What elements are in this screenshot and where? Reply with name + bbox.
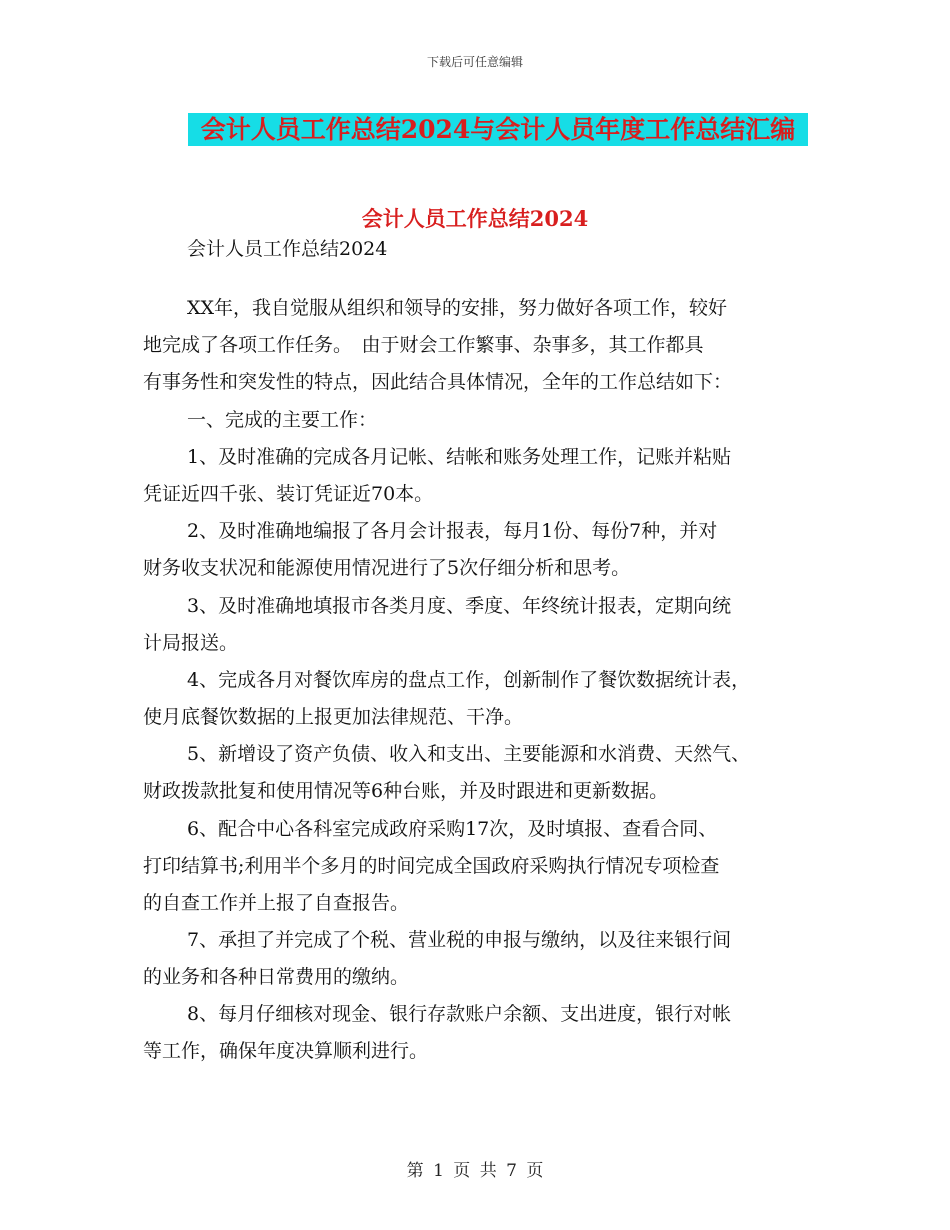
body-line: 2、及时准确地编报了各月会计报表，每月1份、每份7种，并对: [187, 520, 718, 542]
section-title: 会计人员工作总结2024: [361, 206, 589, 231]
body-line: 使月底餐饮数据的上报更加法律规范、干净。: [143, 706, 524, 728]
body-line: 会计人员工作总结2024: [187, 238, 388, 260]
body-line: 3、及时准确地填报市各类月度、季度、年终统计报表，定期向统: [187, 595, 732, 617]
body-line: 8、每月仔细核对现金、银行存款账户余额、支出进度，银行对帐: [187, 1003, 732, 1025]
body-line: XX年，我自觉服从组织和领导的安排，努力做好各项工作，较好: [187, 297, 728, 319]
body-line: 5、新增设了资产负债、收入和支出、主要能源和水消费、天然气、: [187, 743, 751, 765]
body-line: 1、及时准确的完成各月记帐、结帐和账务处理工作，记账并粘贴: [187, 446, 732, 468]
body-line: 有事务性和突发性的特点，因此结合具体情况，全年的工作总结如下：: [143, 371, 733, 393]
body-text: [143, 0, 813, 1230]
page-footer: 第 1 页 共 7 页: [406, 1161, 544, 1181]
body-line: 凭证近四千张、装订凭证近70本。: [143, 483, 434, 505]
body-line: 一、完成的主要工作：: [187, 409, 378, 431]
body-line: 6、配合中心各科室完成政府采购17次，及时填报、查看合同、: [187, 818, 718, 840]
body-line: 的业务和各种日常费用的缴纳。: [143, 966, 410, 988]
header-note: 下载后可任意编辑: [426, 55, 523, 69]
body-line: 计局报送。: [143, 632, 239, 654]
body-line: 财务收支状况和能源使用情况进行了5次仔细分析和思考。: [143, 557, 631, 579]
body-line: 地完成了各项工作任务。 由于财会工作繁事、杂事多，其工作都具: [143, 334, 704, 356]
body-line: 打印结算书;利用半个多月的时间完成全国政府采购执行情况专项检查: [143, 855, 720, 877]
body-line: 等工作，确保年度决算顺利进行。: [143, 1040, 429, 1062]
body-line: 4、完成各月对餐饮库房的盘点工作，创新制作了餐饮数据统计表，: [187, 669, 751, 691]
document-title: 会计人员工作总结2024与会计人员年度工作总结汇编: [200, 115, 796, 144]
body-line: 7、承担了并完成了个税、营业税的申报与缴纳，以及往来银行间: [187, 929, 732, 951]
body-line: 的自查工作并上报了自查报告。: [143, 892, 410, 914]
body-line: 财政拨款批复和使用情况等6种台账，并及时跟进和更新数据。: [143, 780, 669, 802]
